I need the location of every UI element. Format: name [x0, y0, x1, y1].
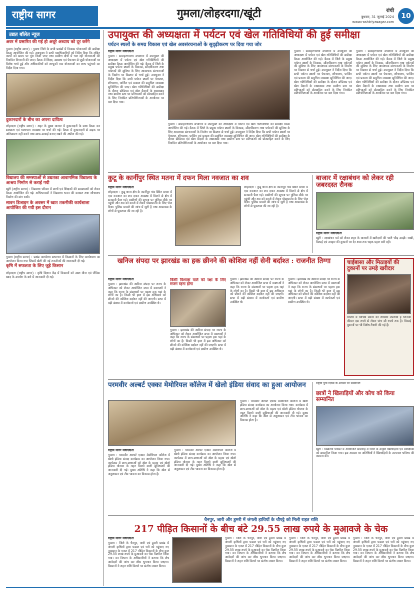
mid-right-text: खूंटी : रक्षाबंधन पर्व को लेकर शहर के बाजारों में खरीदारों की भारी भीड़ उमड़ी। राखी, मिठाई एवं उपहार की दुकानों पर देर शाम तक चहल-पहल बनी रही।: [316, 235, 414, 244]
bottom-col-2: [225, 537, 286, 583]
lead-col-3: [294, 50, 352, 168]
bottom-text-cont-3: गुमला : जिले के चैनपुर, जारी एवं डुमरी प्रखंड में जंगली हाथियों द्वारा फसल एवं घरों को पहुंचाए गए नुकसान के एवज में 217 पीड़ित किसानों के बीच कुल 29.55 लाख रुपये के मुआवजे का चेक वितरित किया गया। वन विभाग के अधिकारियों ने बताया कि शेष आवेदनों की जांच कर शीघ्र भुगतान किया जाएगा। किसानों ने राहत राशि मिलने पर संतोष व्यक्त किया।: [353, 537, 414, 564]
footer-rule: [6, 587, 414, 588]
bottom-photo: [172, 537, 222, 583]
left-column: [6, 30, 104, 586]
college-col-2: [174, 449, 236, 511]
bottom-story: [108, 518, 414, 584]
left-text-4: गुमला (राष्ट्रीय सागर) : प्रखंड कार्यालय सभागार में किसानों के लिए कार्यशाला का आयोजन किया गया जिसमें खेती की नई तकनीकों की जानकारी दी गई।: [6, 254, 100, 263]
website: www.rashtriyasagar.com: [352, 19, 394, 24]
side-feature-text: बाजार में विभिन्न प्रकार की राखियां उपलब्ध हैं जिनकी कीमत दस रुपये से लेकर पांच सौ रुपये तक है। मिठाई दुकानों पर भी विशेष तैयारी की गई है।: [347, 316, 411, 328]
left-headline-4: सावन डिजाइन के अवसर में खात तकनीकी कार्यशाला आयोजित की गयी इस दौरान: [6, 200, 90, 211]
mid-right-headline: बाजार में रक्षाबंधन को लेकर रही जबरदस्त रौनक: [316, 174, 394, 189]
center-quote: किसी विश्वास वाले को रक्षा के लिए सजग रहना होगा: [170, 278, 226, 287]
issue-date: बुधवार, 31 जुलाई 2024: [361, 15, 394, 20]
lead-text-cont-2: गुमला : समाहरणालय सभागार में उपायुक्त की अध्यक्षता में पर्यटन एवं खेल गतिविधियों की समीक्षा बैठक आयोजित की गई। बैठक में जिले के प्रमुख पर्यटन स्थलों के विकास, सौंदर्यीकरण तथा पर्यटकों की सुविधा के लिए आवश्यक संरचनाओं के निर्माण पर विस्तार से चर्चा हुई। उपायुक्त ने निर्देश दिया कि सभी पर्यटन स्थलों पर पेयजल, शौचालय, पार्किंग एवं प्रकाश की समुचित व्यवस्था सुनिश्चित की जाए। खेल गतिविधियों की समीक्षा के दौरान स्टेडियम एवं खेल मैदानों के रखरखाव तथा ग्रामीण स्तर पर प्रतिभाओं को प्रोत्साहित करने के लिए नियमित प्रतियोगिताओं के आयोजन पर बल दिया गया।: [294, 50, 352, 96]
lead-text-cont: गुमला : समाहरणालय सभागार में उपायुक्त की अध्यक्षता में पर्यटन एवं खेल गतिविधियों की समीक्षा बैठक आयोजित की गई। बैठक में जिले के प्रमुख पर्यटन स्थलों के विकास, सौंदर्यीकरण तथा पर्यटकों की सुविधा के लिए आवश्यक संरचनाओं के निर्माण पर विस्तार से चर्चा हुई। उपायुक्त ने निर्देश दिया कि सभी पर्यटन स्थलों पर पेयजल, शौचालय, पार्किंग एवं प्रकाश की समुचित व्यवस्था सुनिश्चित की जाए। खेल गतिविधियों की समीक्षा के दौरान स्टेडियम एवं खेल मैदानों के रखरखाव तथा ग्रामीण स्तर पर प्रतिभाओं को प्रोत्साहित करने के लिए नियमित प्रतियोगिताओं के आयोजन पर बल दिया गया।: [168, 123, 290, 146]
mid-left-story: [108, 175, 308, 253]
left-headline-2: दुकानदारों के बीच का अपना दायित्व: [6, 117, 63, 123]
mid-left-headline: कुटू के कार्नीपुर स्थित मतना में दफन मिला नवजात का शव: [108, 174, 249, 182]
college-col-3: [240, 400, 308, 511]
lead-text: गुमला : समाहरणालय सभागार में उपायुक्त की अध्यक्षता में पर्यटन एवं खेल गतिविधियों की समीक्षा बैठक आयोजित की गई। बैठक में जिले के प्रमुख पर्यटन स्थलों के विकास, सौंदर्यीकरण तथा पर्यटकों की सुविधा के लिए आवश्यक संरचनाओं के निर्माण पर विस्तार से चर्चा हुई। उपायुक्त ने निर्देश दिया कि सभी पर्यटन स्थलों पर पेयजल, शौचालय, पार्किंग एवं प्रकाश की समुचित व्यवस्था सुनिश्चित की जाए। खेल गतिविधियों की समीक्षा के दौरान स्टेडियम एवं खेल मैदानों के रखरखाव तथा ग्रामीण स्तर पर प्रतिभाओं को प्रोत्साहित करने के लिए नियमित प्रतियोगिताओं के आयोजन पर बल दिया गया।: [108, 53, 164, 105]
masthead-meta: [324, 8, 394, 24]
mid-left-photo: [175, 186, 241, 246]
bottom-text: गुमला : जिले के चैनपुर, जारी एवं डुमरी प्रखंड में जंगली हाथियों द्वारा फसल एवं घरों को पहुंचाए गए नुकसान के एवज में 217 पीड़ित किसानों के बीच कुल 29.55 लाख रुपये के मुआवजे का चेक वितरित किया गया। वन विभाग के अधिकारियों ने बताया कि शेष आवेदनों की जांच कर शीघ्र भुगतान किया जाएगा। किसानों ने राहत राशि मिलने पर संतोष व्यक्त किया।: [108, 540, 169, 569]
mid-right-byline: राष्ट्रीय सागर संवाददाता: [316, 231, 342, 235]
divider-1: [108, 172, 414, 173]
honor-text: खूंटी : विद्यालय परिसर में आयोजित समारोह में जिले के उत्कृष्ट खिलाड़ियों एवं प्रशिक्षकों को सम्मानित किया गया। इस अवसर पर अतिथियों ने खिलाड़ियों के उज्ज्वल भविष्य की कामना की।: [316, 447, 414, 459]
lead-col-2: [168, 123, 290, 168]
lead-col-1: [108, 50, 164, 168]
left-photo-3: [6, 214, 100, 254]
left-text-5: लोहरदगा (राष्ट्रीय सागर) : कृषि विज्ञान केंद्र में किसानों को उन्नत बीज एवं जैविक खाद के उपयोग के बारे में जानकारी दी गई।: [6, 270, 100, 279]
divider-3: [108, 379, 414, 380]
mid-left-text: लोहरदगा : कुडू थाना क्षेत्र के कार्नीपुर गांव स्थित मतना में एक नवजात का शव दफन अवस्था में मिलने से क्षेत्र में सनसनी फैल गई। ग्रामीणों की सूचना पर पुलिस मौके पर पहुंची और शव को कब्जे में लेकर पोस्टमार्टम के लिए भेज दिया। पुलिस मामले की जांच में जुटी है तथा आसपास के लोगों से पूछताछ की जा रही है।: [108, 189, 172, 214]
bottom-col-1: [108, 537, 169, 583]
center-text-cont-3: गुमला : झारखंड की खनिज संपदा पर राज्य के अधिकार को लेकर आयोजित सभा में वक्ताओं ने कहा कि राज्य के संसाधनों पर पहला हक यहां के लोगों का है। किसी भी हाल में इस अधिकार को छीनने की कोशिश बर्दाश्त नहीं की जाएगी। सभा में बड़ी संख्या में कार्यकर्ता एवं ग्रामीण उपस्थित थे।: [288, 278, 340, 305]
bottom-text-cont-2: गुमला : जिले के चैनपुर, जारी एवं डुमरी प्रखंड में जंगली हाथियों द्वारा फसल एवं घरों को पहुंचाए गए नुकसान के एवज में 217 पीड़ित किसानों के बीच कुल 29.55 लाख रुपये के मुआवजे का चेक वितरित किया गया। वन विभाग के अधिकारियों ने बताया कि शेष आवेदनों की जांच कर शीघ्र भुगतान किया जाएगा। किसानों ने राहत राशि मिलने पर संतोष व्यक्त किया।: [289, 537, 350, 564]
bottom-headline: 217 पीड़ित किसानों के बीच बंटे 29.55 लाख रुपये के मुआवजे के चेक: [134, 523, 388, 535]
brand-logo: राष्ट्रीय सागर: [6, 6, 98, 26]
left-photo-2: [6, 139, 100, 175]
left-headline-1: अवर में प्रसारित की गई हो अधूरे अध्याय को दूर करेंगे: [6, 40, 90, 46]
lead-story: [108, 30, 414, 48]
newspaper-page: [6, 6, 414, 588]
left-headline-3: विद्यालय की समस्याओं से उद्यतका आवागमिक विद्यालय के आश्रय निर्माण से कराई गयी: [6, 175, 97, 186]
lead-subhead: पर्यटन स्थलों के समग्र विकास एवं खेल अवसंरचनाओं के सुदृढ़ीकरण पर दिया गया जोर: [108, 42, 262, 49]
college-col-1: [108, 449, 170, 511]
college-headline: परमवीर अल्बर्ट एक्का मेमोरियल कॉलेज में खेलो इंडिया संवाद का हुआ आयोजन: [108, 381, 306, 389]
college-text-cont: गुमला : परमवीर अल्बर्ट एक्का मेमोरियल कॉलेज में खेलो इंडिया संवाद कार्यक्रम का आयोजन किया गया। कार्यक्रम में छात्र-छात्राओं को खेल के महत्व एवं खेलो इंडिया योजना के तहत मिलने वाली सुविधाओं की जानकारी दी गई। मुख्य अतिथि ने कहा कि खेल से अनुशासन एवं टीम भावना का विकास होता है।: [174, 449, 236, 472]
center-byline: राष्ट्रीय सागर संवाददाता: [108, 278, 134, 281]
honor-photo: [316, 406, 414, 446]
honor-story: [312, 382, 414, 512]
mid-left-byline: राष्ट्रीय सागर संवाददाता: [108, 186, 134, 189]
honor-headline: छात्रों ने खिलाड़ियों और कोच को किया सम्मानित: [316, 391, 395, 403]
bottom-byline: राष्ट्रीय सागर संवाददाता: [108, 537, 134, 540]
side-feature-headline: चाईबासा और मिठाइयों की दुकानों पर उमड़े खरीदार: [347, 260, 400, 272]
left-text-2: लोहरदगा (राष्ट्रीय सागर) : शहर के मुख्य बाजार में दुकानदारों के साथ बैठक कर स्वच्छता एवं यातायात व्यवस्था पर चर्चा की गई। बैठक में दुकानदारों से सड़क पर अतिक्रमण नहीं करने तथा साफ-सफाई बनाए रखने की अपील की गई।: [6, 124, 100, 136]
mid-right-story: [312, 175, 414, 253]
mid-left-col-1: [108, 186, 172, 252]
center-col-2: [170, 278, 226, 374]
center-text-cont: गुमला : झारखंड की खनिज संपदा पर राज्य के अधिकार को लेकर आयोजित सभा में वक्ताओं ने कहा कि राज्य के संसाधनों पर पहला हक यहां के लोगों का है। किसी भी हाल में इस अधिकार को छीनने की कोशिश बर्दाश्त नहीं की जाएगी। सभा में बड़ी संख्या में कार्यकर्ता एवं ग्रामीण उपस्थित थे।: [170, 327, 226, 352]
college-text-cont-2: गुमला : परमवीर अल्बर्ट एक्का मेमोरियल कॉलेज में खेलो इंडिया संवाद कार्यक्रम का आयोजन किया गया। कार्यक्रम में छात्र-छात्राओं को खेल के महत्व एवं खेलो इंडिया योजना के तहत मिलने वाली सुविधाओं की जानकारी दी गई। मुख्य अतिथि ने कहा कि खेल से अनुशासन एवं टीम भावना का विकास होता है।: [240, 400, 308, 423]
college-text: गुमला : परमवीर अल्बर्ट एक्का मेमोरियल कॉलेज में खेलो इंडिया संवाद कार्यक्रम का आयोजन किया गया। कार्यक्रम में छात्र-छात्राओं को खेल के महत्व एवं खेलो इंडिया योजना के तहत मिलने वाली सुविधाओं की जानकारी दी गई। मुख्य अतिथि ने कहा कि खेल से अनुशासन एवं टीम भावना का विकास होता है।: [108, 452, 170, 477]
side-feature-photo: [347, 274, 411, 314]
page-number-badge: 10: [398, 8, 414, 24]
lead-text-cont-3: गुमला : समाहरणालय सभागार में उपायुक्त की अध्यक्षता में पर्यटन एवं खेल गतिविधियों की समीक्षा बैठक आयोजित की गई। बैठक में जिले के प्रमुख पर्यटन स्थलों के विकास, सौंदर्यीकरण तथा पर्यटकों की सुविधा के लिए आवश्यक संरचनाओं के निर्माण पर विस्तार से चर्चा हुई। उपायुक्त ने निर्देश दिया कि सभी पर्यटन स्थलों पर पेयजल, शौचालय, पार्किंग एवं प्रकाश की समुचित व्यवस्था सुनिश्चित की जाए। खेल गतिविधियों की समीक्षा के दौरान स्टेडियम एवं खेल मैदानों के रखरखाव तथा ग्रामीण स्तर पर प्रतिभाओं को प्रोत्साहित करने के लिए नियमित प्रतियोगिताओं के आयोजन पर बल दिया गया।: [356, 50, 414, 96]
lead-photo: [168, 50, 290, 120]
left-text-3: खूंटी (राष्ट्रीय सागर) : विद्यालय परिसर में छात्रों एवं शिक्षकों की समस्याओं को लेकर बैठक आयोजित की गई। अभिभावकों ने विद्यालय भवन की मरम्मत तथा शौचालय निर्माण की मांग रखी।: [6, 187, 100, 199]
bottom-col-4: [353, 537, 414, 583]
center-text: गुमला : झारखंड की खनिज संपदा पर राज्य के अधिकार को लेकर आयोजित सभा में वक्ताओं ने कहा कि राज्य के संसाधनों पर पहला हक यहां के लोगों का है। किसी भी हाल में इस अधिकार को छीनने की कोशिश बर्दाश्त नहीं की जाएगी। सभा में बड़ी संख्या में कार्यकर्ता एवं ग्रामीण उपस्थित थे।: [108, 281, 166, 306]
bottom-columns: [108, 537, 414, 583]
city-name: रांची: [386, 8, 394, 14]
center-headline: खनिज संपदा पर झारखंड का हक छीनने की कोशिश नहीं सेनी बर्दाश्त : राजनीत तिग्गा: [117, 257, 331, 265]
college-story: [108, 382, 308, 512]
left-section-bar: उद्यत बॉलेत न्यूज: [6, 30, 100, 39]
college-byline: राष्ट्रीय सागर संवाददाता: [108, 449, 134, 452]
region-title: गुमला/लोहरदगा/खूंटी: [176, 7, 262, 20]
divider-4: [108, 515, 414, 516]
center-story: [108, 258, 340, 376]
lead-body: [108, 50, 414, 170]
center-col-1: [108, 278, 166, 374]
left-headline-5: कृषि में सफलता के लिए जुड़े किसान: [6, 264, 64, 270]
bottom-text-cont: गुमला : जिले के चैनपुर, जारी एवं डुमरी प्रखंड में जंगली हाथियों द्वारा फसल एवं घरों को पहुंचाए गए नुकसान के एवज में 217 पीड़ित किसानों के बीच कुल 29.55 लाख रुपये के मुआवजे का चेक वितरित किया गया। वन विभाग के अधिकारियों ने बताया कि शेष आवेदनों की जांच कर शीघ्र भुगतान किया जाएगा। किसानों ने राहत राशि मिलने पर संतोष व्यक्त किया।: [225, 537, 286, 564]
divider-2: [108, 255, 414, 256]
center-col-4: [288, 278, 340, 374]
lead-byline: राष्ट्रीय सागर संवाददाता: [108, 50, 134, 53]
mid-right-text-block: [316, 232, 414, 258]
side-feature-box: [344, 258, 414, 376]
masthead: [6, 6, 414, 28]
left-text-1: गुमला (राष्ट्रीय सागर) : गुमला जिले के सभी प्रखंडों में विकास योजनाओं की समीक्षा बैठक आयोजित की गई। उपायुक्त ने सभी पदाधिकारियों को निर्देश दिया कि लंबित कार्यों को समय पर पूरा किया जाए तथा ग्रामीण क्षेत्रों में चल रही योजनाओं की नियमित निगरानी की जाए। बैठक में शिक्षा, स्वास्थ्य एवं पेयजल से जुड़ी योजनाओं पर विशेष चर्चा हुई और अधिकारियों को लाभुकों तक योजनाओं का लाभ पहुंचाने का निर्देश दिया गया।: [6, 46, 100, 70]
college-photo: [108, 400, 236, 446]
mid-left-text-cont: लोहरदगा : कुडू थाना क्षेत्र के कार्नीपुर गांव स्थित मतना में एक नवजात का शव दफन अवस्था में मिलने से क्षेत्र में सनसनी फैल गई। ग्रामीणों की सूचना पर पुलिस मौके पर पहुंची और शव को कब्जे में लेकर पोस्टमार्टम के लिए भेज दिया। पुलिस मामले की जांच में जुटी है तथा आसपास के लोगों से पूछताछ की जा रही है।: [244, 186, 308, 209]
center-col-3: [230, 278, 284, 374]
left-photo-1: [6, 73, 100, 117]
main-area: [108, 30, 414, 586]
center-text-cont-2: गुमला : झारखंड की खनिज संपदा पर राज्य के अधिकार को लेकर आयोजित सभा में वक्ताओं ने कहा कि राज्य के संसाधनों पर पहला हक यहां के लोगों का है। किसी भी हाल में इस अधिकार को छीनने की कोशिश बर्दाश्त नहीं की जाएगी। सभा में बड़ी संख्या में कार्यकर्ता एवं ग्रामीण उपस्थित थे।: [230, 278, 284, 305]
lead-col-4: [356, 50, 414, 168]
mid-right-photo: [316, 192, 414, 230]
honor-kicker: राष्ट्रीय युवा दिवस के अवसर पर सम्मानित: [316, 382, 361, 385]
center-photo: [170, 289, 226, 327]
bottom-col-3: [289, 537, 350, 583]
mid-left-col-2: [244, 186, 308, 252]
bottom-kicker: चैनपुर, जारी और डुमरी में जंगली हाथियों के चौपट्टे को मिली राहत राशि: [204, 518, 318, 523]
lead-headline: उपायुक्त की अध्यक्षता में पर्यटन एवं खेल गतिविधियों की हुई समीक्षा: [108, 29, 360, 41]
